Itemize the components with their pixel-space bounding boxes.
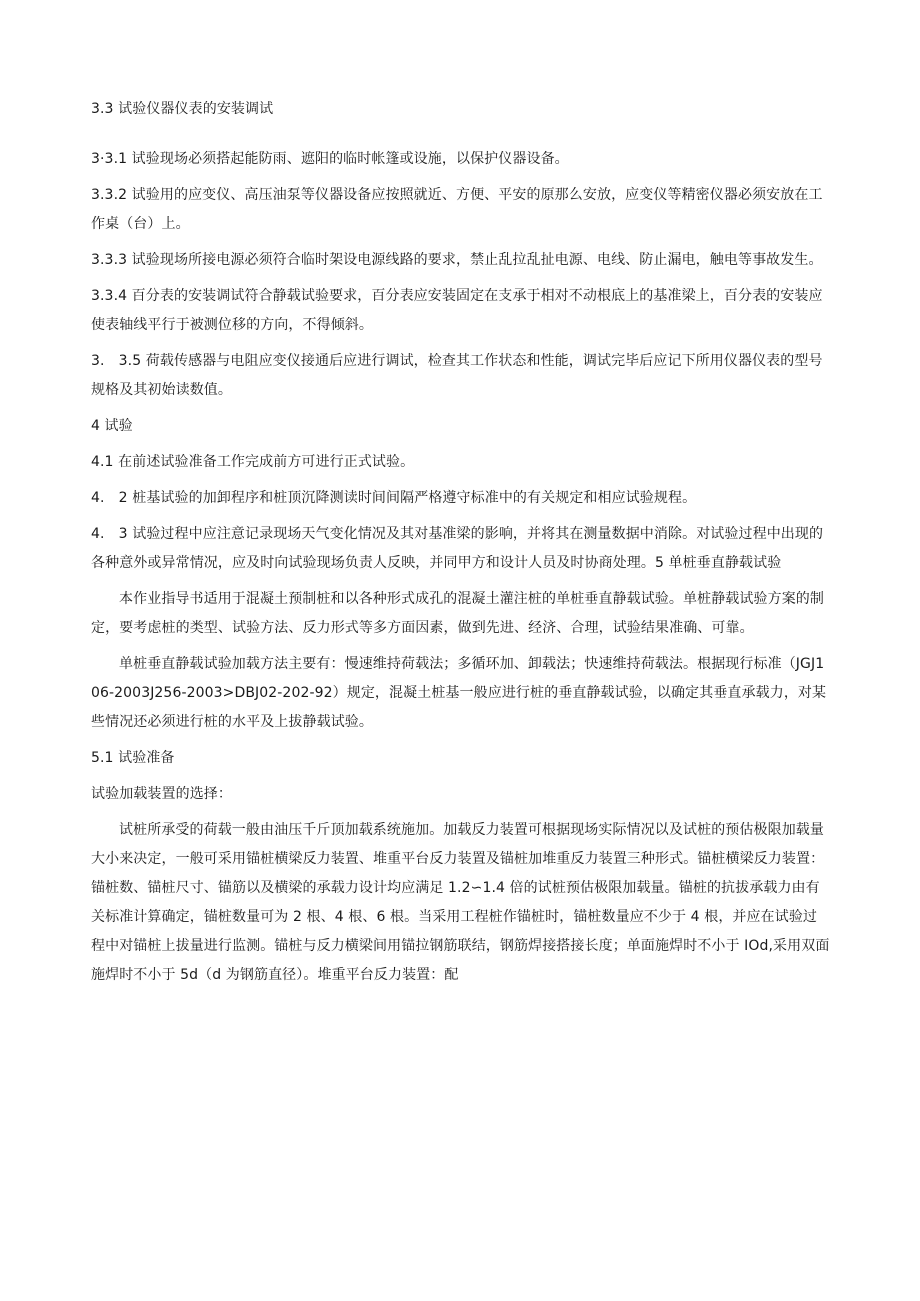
- section-heading-5-1: 5.1 试验准备: [91, 750, 175, 766]
- paragraph-3-3-1: 3·3.1 试验现场必须搭起能防雨、遮阳的临时帐篷或设施，以保护仪器设备。: [91, 151, 569, 167]
- document-page: [91, 95, 831, 990]
- section-heading-4: 4 试验: [91, 418, 133, 434]
- paragraph-3-3-2: 3.3.2 试验用的应变仪、高压油泵等仪器设备应按照就近、方便、平安的原那么安放，应变仪等精密仪器必须安放在工作桌（台）上。: [91, 187, 823, 232]
- paragraph-device-selection: 试验加载装置的选择：: [91, 786, 232, 802]
- paragraph-3-3-5: 3. 3.5 荷载传感器与电阻应变仪接通后应进行调试，检查其工作状态和性能，调试完毕后应记下所用仪器仪表的型号规格及其初始读数值。: [91, 353, 823, 398]
- paragraph-loading-methods: 单桩垂直静载试验加载方法主要有：慢速维持荷载法；多循环加、卸载法；快速维持荷载法。根据现行标准（JGJ106-2003J256-2003>DBJ02-202-92）规定，混凝土桩基一般应进行桩的垂直静载试验，以确定其垂直承载力，对某些情况还必须进行桩的水平及上拔静载试验。: [91, 656, 827, 730]
- paragraph-4-1: 4.1 在前述试验准备工作完成前方可进行正式试验。: [91, 454, 415, 470]
- paragraph-scope: 本作业指导书适用于混凝土预制桩和以各种形式成孔的混凝土灌注桩的单桩垂直静载试验。单桩静载试验方案的制定，要考虑桩的类型、试验方法、反力形式等多方面因素，做到先进、经济、合理，试验结果准确、可靠。: [91, 591, 824, 636]
- paragraph-4-2: 4. 2 桩基试验的加卸程序和桩顶沉降测读时间间隔严格遵守标准中的有关规定和相应试验规程。: [91, 490, 697, 506]
- paragraph-4-3: 4. 3 试验过程中应注意记录现场天气变化情况及其对基准梁的影响，并将其在测量数据中消除。对试验过程中出现的各种意外或异常情况，应及时向试验现场负责人反映，并同甲方和设计人员及时协商处理。5 单桩垂直静载试验: [91, 526, 824, 571]
- section-heading-3-3: 3.3 试验仪器仪表的安装调试: [91, 101, 274, 117]
- paragraph-3-3-3: 3.3.3 试验现场所接电源必须符合临时架设电源线路的要求，禁止乱拉乱扯电源、电线、防止漏电，触电等事故发生。: [91, 252, 823, 268]
- paragraph-3-3-4: 3.3.4 百分表的安装调试符合静载试验要求，百分表应安装固定在支承于相对不动根底上的基准梁上，百分表的安装应使表轴线平行于被测位移的方向，不得倾斜。: [91, 288, 823, 333]
- paragraph-loading-system: 试桩所承受的荷载一般由油压千斤顶加载系统施加。加载反力装置可根据现场实际情况以及试桩的预估极限加载量大小来决定，一般可采用锚桩横梁反力装置、堆重平台反力装置及锚桩加堆重反力装置三种形式。锚桩横梁反力装置：锚桩数、锚桩尺寸、锚筋以及横梁的承载力设计均应满足 1.2∽1.4 倍的试桩预估极限加载量。锚桩的抗拔承载力由有关标准计算确定，锚桩数量可为 2 根、4 根、6 根。当采用工程桩作锚桩时，锚桩数量应不少于 4 根，并应在试验过程中对锚桩上拔量进行监测。锚桩与反力横梁间用锚拉钢筋联结，钢筋焊接搭接长度；单面施焊时不小于 IOd,采用双面施焊时不小于 5d（d 为钢筋直径）。堆重平台反力装置：配: [91, 822, 830, 983]
